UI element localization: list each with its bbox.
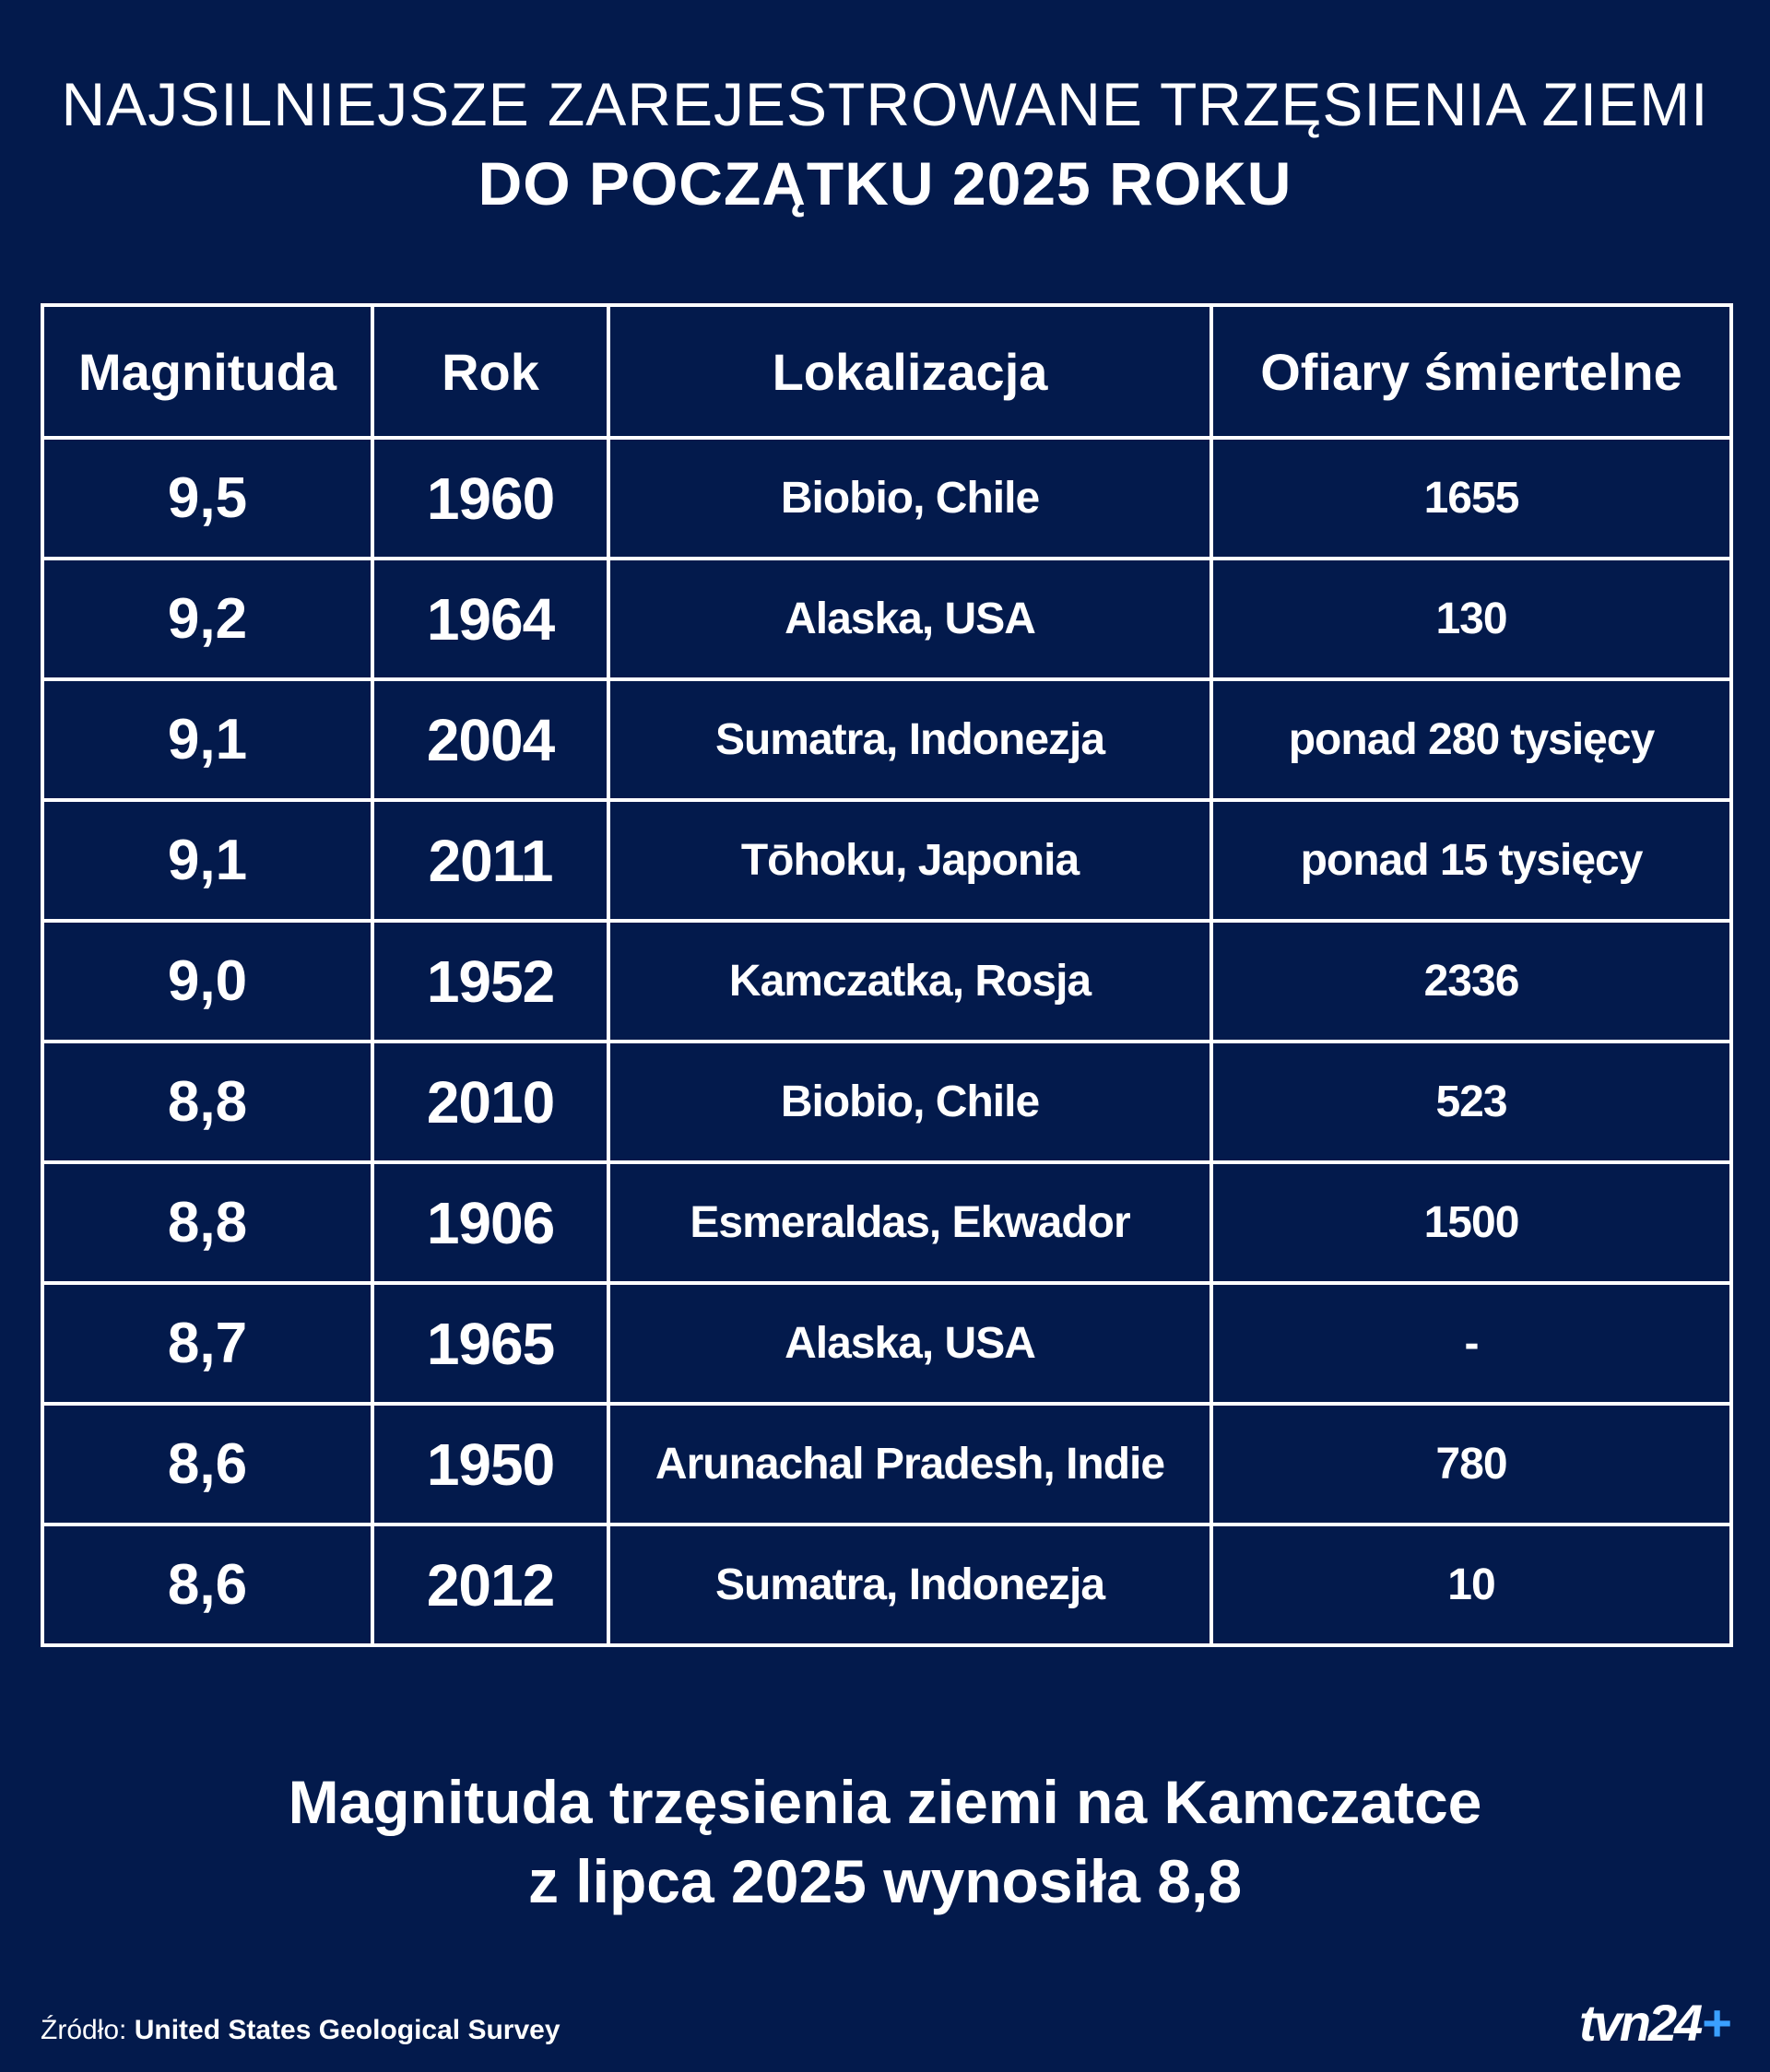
cell-magnitude: 8,7 <box>42 1283 372 1404</box>
cell-location: Biobio, Chile <box>608 438 1211 559</box>
cell-year: 2012 <box>372 1525 608 1645</box>
page-title <box>0 65 1770 223</box>
cell-location: Arunachal Pradesh, Indie <box>608 1404 1211 1525</box>
earthquakes-table <box>41 303 1733 1647</box>
table-row <box>42 438 1731 559</box>
cell-magnitude: 9,2 <box>42 559 372 679</box>
cell-location: Alaska, USA <box>608 1283 1211 1404</box>
cell-year: 2011 <box>372 800 608 921</box>
title-line-1: NAJSILNIEJSZE ZAREJESTROWANE TRZĘSIENIA ZIEMI <box>61 70 1709 138</box>
cell-year: 1952 <box>372 921 608 1042</box>
title-line-2: DO POCZĄTKU 2025 ROKU <box>478 149 1292 218</box>
cell-deaths: 1500 <box>1211 1162 1731 1283</box>
kamchatka-note <box>0 1762 1770 1921</box>
cell-deaths: ponad 15 tysięcy <box>1211 800 1731 921</box>
table-row <box>42 559 1731 679</box>
cell-deaths: 130 <box>1211 559 1731 679</box>
cell-location: Tōhoku, Japonia <box>608 800 1211 921</box>
table-row <box>42 1042 1731 1162</box>
note-line-1: Magnituda trzęsienia ziemi na Kamczatce <box>288 1768 1482 1836</box>
cell-year: 1965 <box>372 1283 608 1404</box>
header-deaths: Ofiary śmiertelne <box>1211 305 1731 438</box>
cell-location: Kamczatka, Rosja <box>608 921 1211 1042</box>
cell-year: 1964 <box>372 559 608 679</box>
cell-magnitude: 8,8 <box>42 1042 372 1162</box>
cell-year: 1960 <box>372 438 608 559</box>
cell-location: Sumatra, Indonezja <box>608 1525 1211 1645</box>
table-row <box>42 921 1731 1042</box>
tvn24-logo <box>1579 1995 1729 2050</box>
cell-location: Alaska, USA <box>608 559 1211 679</box>
source-value: United States Geological Survey <box>134 2015 560 2045</box>
cell-deaths: - <box>1211 1283 1731 1404</box>
cell-deaths: 780 <box>1211 1404 1731 1525</box>
logo-plus-icon: + <box>1702 1993 1729 2052</box>
cell-year: 1906 <box>372 1162 608 1283</box>
cell-deaths: 10 <box>1211 1525 1731 1645</box>
cell-magnitude: 9,5 <box>42 438 372 559</box>
source-credit <box>41 2015 560 2046</box>
cell-year: 1950 <box>372 1404 608 1525</box>
header-year: Rok <box>372 305 608 438</box>
table-row <box>42 800 1731 921</box>
cell-magnitude: 9,1 <box>42 800 372 921</box>
header-magnitude: Magnituda <box>42 305 372 438</box>
source-label: Źródło: <box>41 2015 127 2045</box>
cell-magnitude: 8,6 <box>42 1525 372 1645</box>
cell-magnitude: 9,1 <box>42 679 372 800</box>
cell-deaths: 2336 <box>1211 921 1731 1042</box>
cell-magnitude: 8,6 <box>42 1404 372 1525</box>
table-row <box>42 1525 1731 1645</box>
header-location: Lokalizacja <box>608 305 1211 438</box>
cell-year: 2010 <box>372 1042 608 1162</box>
note-line-2: z lipca 2025 wynosiła 8,8 <box>527 1847 1243 1915</box>
cell-deaths: 1655 <box>1211 438 1731 559</box>
cell-location: Biobio, Chile <box>608 1042 1211 1162</box>
cell-magnitude: 9,0 <box>42 921 372 1042</box>
table-row <box>42 1283 1731 1404</box>
cell-location: Sumatra, Indonezja <box>608 679 1211 800</box>
logo-text: tvn24 <box>1579 1993 1701 2052</box>
cell-location: Esmeraldas, Ekwador <box>608 1162 1211 1283</box>
cell-magnitude: 8,8 <box>42 1162 372 1283</box>
cell-deaths: ponad 280 tysięcy <box>1211 679 1731 800</box>
cell-deaths: 523 <box>1211 1042 1731 1162</box>
table-row <box>42 1404 1731 1525</box>
cell-year: 2004 <box>372 679 608 800</box>
table-body <box>42 438 1731 1645</box>
table-row <box>42 679 1731 800</box>
table-row <box>42 1162 1731 1283</box>
table-header-row <box>42 305 1731 438</box>
